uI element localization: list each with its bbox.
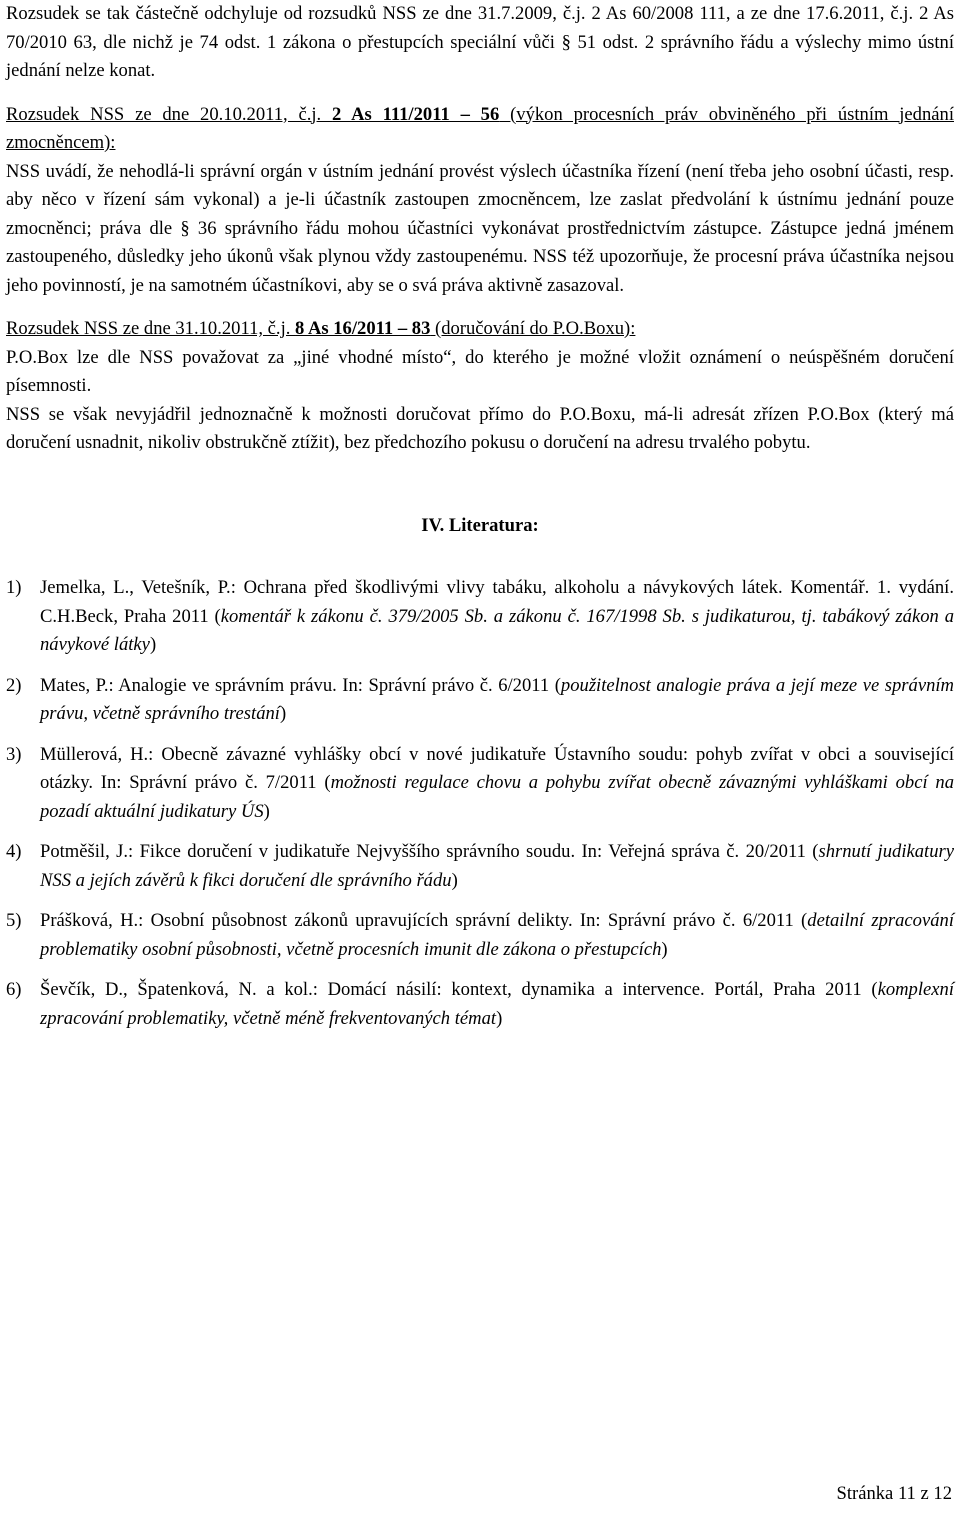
literature-close: ) [661,938,668,960]
literature-close: ) [279,703,287,724]
section-heading: IV. Literatura: [421,514,539,536]
intro-paragraph: Rozsudek se tak částečně odchyluje od rozsudků NSS ze dne 31.7.2009, č.j. 2 As 60/2008 111, a ze dne 17.6.2011, č.j. 2 As 70/2010 63, dle nichž je 74 odst. 1 zákona o přestupcích speciální vůči § 51 odst. 2 správního řádu a výslechy mimo ústní jednání nelze konat. [6,3,954,81]
judgment-2-topic: (doručování do P.O.Boxu): [430,318,636,339]
literature-number: 3) [6,743,22,765]
literature-close: ) [496,1007,503,1029]
literature-number: 4) [6,841,22,862]
literature-item [6,976,954,1033]
literature-close: ) [149,634,157,655]
literature-note: možnosti regulace chovu a pohybu zvířat obecně závaznými vyhláškami obcí na pozadí aktuální judikatury ÚS [40,772,954,822]
literature-list [6,574,954,1033]
page-content [6,0,954,1045]
literature-text: Müllerová, H.: Obecně závazné vyhlášky obcí v nové judikatuře Ústavního soudu: pohyb zvířat v obci a související otázky. In: Správní právo č. 7/2011 ( [40,743,954,793]
literature-note: použitelnost analogie práva a její meze ve správním právu, včetně správního trestání [40,674,954,724]
judgment-1-number: 2 As 111/2011 – 56 [332,103,500,125]
literature-item [6,574,954,660]
judgment-2-body-2: NSS se však nevyjádřil jednoznačně k možnosti doručovat přímo do P.O.Boxu, má-li adresát zřízen P.O.Box (který má doručení usnadnit, nikoliv obstrukčně ztížit), bez předchozího pokusu o doručení na adresu trvalého pobytu. [6,403,954,453]
literature-note: komplexní zpracování problematiky, včetně méně frekventovaných témat [40,979,954,1029]
literature-note: komentář k zákonu č. 379/2005 Sb. a zákonu č. 167/1998 Sb. s judikaturou, tj. tabákový zákon a návykové látky [40,605,954,655]
literature-item [6,838,954,895]
literature-number: 2) [6,674,22,696]
literature-text: Prášková, H.: Osobní působnost zákonů upravujících správní delikty. In: Správní právo č. 6/2011 ( [40,910,808,931]
judgment-2-body-1: P.O.Box lze dle NSS považovat za „jiné vhodné místo“, do kterého je možné vložit oznámení o neúspěšném doručení písemnosti. [6,346,954,396]
judgment-2-heading [6,315,954,344]
literature-note: detailní zpracování problematiky osobní působnosti, včetně procesních imunit dle zákona o přestupcích [40,910,954,960]
literature-text: Mates, P.: Analogie ve správním právu. In: Správní právo č. 6/2011 ( [40,674,561,696]
literature-text: Ševčík, D., Špatenková, N. a kol.: Domácí násilí: kontext, dynamika a intervence. Portál, Praha 2011 ( [40,979,878,1000]
literature-close: ) [263,800,270,822]
judgment-1-topic: (výkon procesních práv obviněného při ústním jednání zmocněncem): [6,103,954,153]
literature-number: 6) [6,979,22,1000]
judgment-1-body: NSS uvádí, že nehodlá-li správní orgán v ústním jednání provést výslech účastníka řízení (není třeba jeho osobní účasti, resp. aby něco v řízení sám vykonal) a je-li účastník zastoupen zmocněncem, lze zaslat předvolání k ústnímu jednání pouze zmocněnci; práva dle § 36 správního řádu mohou účastníci vykonávat prostřednictvím zástupce. Zástupce jedná jménem zastoupeného, důsledky jeho úkonů však plynou vždy zastoupenému. NSS též upozorňuje, že procesní práva účastníka nejsou jeho povinností, je na samotném účastníkovi, aby se o svá práva aktivně zasazoval. [6,160,954,296]
judgment-1-heading [6,101,954,158]
literature-item [6,672,954,729]
judgment-2-intro: Rozsudek NSS ze dne 31.10.2011, č.j. [6,318,296,339]
literature-text: Potměšil, J.: Fikce doručení v judikatuře Nejvyššího správního soudu. In: Veřejná správa č. 20/2011 ( [40,841,819,862]
judgment-1-intro: Rozsudek NSS ze dne 20.10.2011, č.j. [6,103,333,125]
literature-item [6,907,954,964]
literature-note: shrnutí judikatury NSS a jejích závěrů k fikci doručení dle správního řádu [40,841,954,891]
literature-text: Jemelka, L., Vetešník, P.: Ochrana před škodlivými vlivy tabáku, alkoholu a návykových látek. Komentář. 1. vydání. C.H.Beck, Praha 2011 ( [40,577,954,627]
judgment-2-number: 8 As 16/2011 – 83 [295,318,431,339]
literature-close: ) [451,869,458,891]
page-number-footer: Stránka 11 z 12 [836,1483,952,1504]
literature-item [6,741,954,827]
literature-number: 1) [6,577,22,598]
literature-number: 5) [6,910,22,931]
